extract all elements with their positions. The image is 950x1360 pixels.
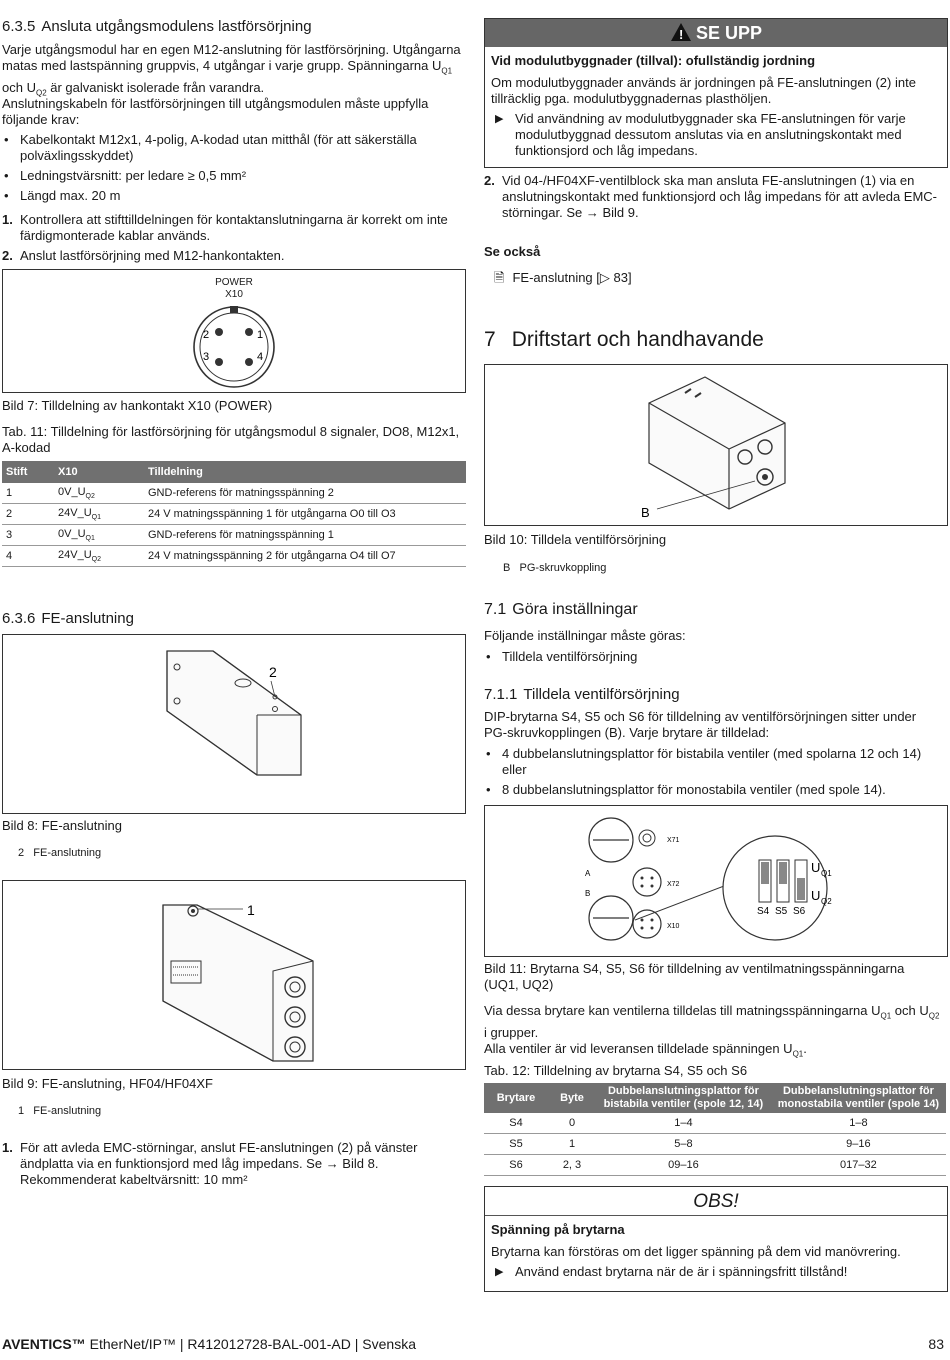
callout-number: 2 <box>269 664 277 680</box>
paragraph: DIP-brytarna S4, S5 och S6 för tilldelning av ventilförsörjningen sitter under PG-skruvkopplingen (B). Varje brytare är tilldelad: <box>484 709 917 740</box>
table-row: S5 1 5–8 9–16 <box>484 1134 946 1155</box>
table-caption: Tab. 11: Tilldelning för lastförsörjning för utgångsmodul 8 signaler, DO8, M12x1, A-kodad <box>2 424 460 455</box>
figure-dip-switches <box>484 805 948 957</box>
arrow-right-icon: ▶ <box>495 1266 504 1278</box>
chapter-7-heading: 7 Driftstart och handhavande <box>484 328 764 351</box>
caution-action: ▶ Vid användning av modulutbyggnader ska FE-anslutningen för varje modulutbyggnad dessutom anslutas via en anslutningskontakt med funktionsjord och låg impedans. <box>495 111 906 158</box>
list-item: • 4 dubbelanslutningsplattor för bistabila ventiler (med spolarna 12 och 14) eller <box>484 746 942 778</box>
power-label: POWER <box>215 277 253 288</box>
figure-connector-x10 <box>2 269 466 393</box>
paragraph: Varje utgångsmodul har en egen M12-anslutning för lastförsörjning. Utgångarna matas med lastspänning gruppvis, 4 utgångar i varje grupp. Spänningarna $U_{Q1}$ och $U_{Q2}$ är galvaniskt isolerade från varandra. <box>2 42 461 98</box>
settings-list <box>484 649 948 669</box>
svg-text:X71: X71 <box>667 837 680 844</box>
svg-text:S5: S5 <box>775 906 788 917</box>
caution-subtitle: Vid modulutbyggnader (tillval): ofullständig jordning <box>491 53 816 68</box>
table-row: 2 $24V\_U_{Q1}$ 24 V matningsspänning 1 för utgångarna O0 till O3 <box>2 504 466 525</box>
list-item: • Tilldela ventilförsörjning <box>484 649 948 665</box>
step-item: 2. Vid 04-/HF04XF-ventilblock ska man ansluta FE-anslutningen (1) via en anslutningskontakt med funktionsjord och låg impedans för att avleda EMC-störningar. Se → Bild 9. <box>484 173 938 220</box>
figure-fe-hf04 <box>2 880 466 1070</box>
figure-legend: 1 FE-anslutning <box>18 1105 102 1117</box>
paragraph: Via dessa brytare kan ventilerna tilldelas till matningsspänningarna $U_{Q1}$ och $U_{Q2}$ i grupper. <box>484 1003 940 1040</box>
step-item: 1. För att avleda EMC-störningar, anslut FE-anslutningen (2) på vänster ändplatta via en funktionsjord med låg impedans. Se → Bild 8. Rekommenderat kabeltvärsnitt: 10 mm² <box>2 1140 418 1187</box>
valve-block-drawing <box>153 891 353 1066</box>
svg-text:S4: S4 <box>757 906 770 917</box>
document-id: EtherNet/IP™ | R412012728-BAL-001-AD | Svenska <box>85 1336 416 1352</box>
figure-caption: Bild 7: Tilldelning av hankontakt X10 (POWER) <box>2 398 273 413</box>
list-item: • Kabelkontakt M12x1, 4-polig, A-kodad utan mitthål (för att säkerställa polväxlingsskyddet) <box>2 132 466 164</box>
figure-caption: Bild 9: FE-anslutning, HF04/HF04XF <box>2 1076 213 1091</box>
step-item: 1. Kontrollera att stifttilldelningen för kontaktanslutningarna är korrekt om inte färdigmonterade kablar används. <box>2 212 448 243</box>
figure-valve-supply <box>484 364 948 526</box>
table-row: 3 $0V\_U_{Q1}$ GND-referens för matningsspänning 1 <box>2 525 466 546</box>
see-also-title: Se också <box>484 244 541 259</box>
list-item: • Längd max. 20 m <box>2 188 466 204</box>
fe-step <box>2 1140 466 1188</box>
svg-text:B: B <box>585 889 591 898</box>
switch-list <box>484 746 942 802</box>
callout-letter: B <box>641 505 650 520</box>
figure-caption: Bild 10: Tilldela ventilförsörjning <box>484 532 667 547</box>
svg-text:X72: X72 <box>667 881 680 888</box>
list-item: • 8 dubbelanslutningsplattor för monostabila ventiler (med spole 14). <box>484 782 942 798</box>
paragraph: Följande inställningar måste göras: <box>484 628 686 643</box>
table-row: 4 $24V\_U_{Q2}$ 24 V matningsspänning 2 för utgångarna O4 till O7 <box>2 546 466 567</box>
pin-label: 1 <box>257 329 264 341</box>
caution-header: ! SE UPP <box>485 19 947 47</box>
step-2 <box>484 173 948 221</box>
caution-box <box>484 18 948 168</box>
paragraph: Anslutningskabeln för lastförsörjningen till utgångsmodulen måste uppfylla följande krav: <box>2 96 429 127</box>
arrow-right-icon: ▶ <box>495 113 504 125</box>
col-header: X10 <box>54 461 144 483</box>
callout-number: 1 <box>247 902 255 918</box>
caution-text: Om modulutbyggnader används är jordningen på FE-anslutningen (2) inte tillräcklig pga. modulutbyggnadernas plasthöljen. <box>491 75 916 106</box>
see-also-link[interactable]: 🗎 FE-anslutning [▷ 83] <box>494 270 632 285</box>
notice-header: OBS! <box>485 1187 947 1216</box>
step-item: 2. Anslut lastförsörjning med M12-hankontakten. <box>2 248 285 263</box>
notice-text: Brytarna kan förstöras om det ligger spänning på dem vid manövrering. <box>491 1244 901 1259</box>
col-header: Brytare <box>484 1083 548 1113</box>
col-header: Stift <box>2 461 54 483</box>
figure-legend: B PG-skruvkoppling <box>503 562 607 574</box>
table-pin-assignment <box>2 461 466 567</box>
dip-switch-drawing <box>575 808 855 954</box>
svg-text:U: U <box>811 860 821 875</box>
x10-label: X10 <box>225 289 243 300</box>
module-drawing <box>635 373 815 523</box>
notice-action: ▶ Använd endast brytarna när de är i spänningsfritt tillstånd! <box>495 1264 848 1279</box>
svg-text:S6: S6 <box>793 906 806 917</box>
svg-text:Q1: Q1 <box>821 869 832 878</box>
figure-legend: 2 FE-anslutning <box>18 847 102 859</box>
col-header: Dubbelanslutningsplattor för bistabila ventiler (spole 12, 14) <box>596 1083 771 1113</box>
col-header: Tilldelning <box>144 461 466 483</box>
section-6-3-6-heading: 6.3.6 FE-anslutning <box>2 610 134 627</box>
table-switch-assignment <box>484 1083 946 1176</box>
table-row: S6 2, 3 09–16 017–32 <box>484 1155 946 1176</box>
svg-text:U: U <box>811 888 821 903</box>
figure-fe-connection <box>2 634 466 814</box>
section-6-3-5-heading: 6.3.5 Ansluta utgångsmodulens lastförsörjning <box>2 18 312 35</box>
figure-caption: Bild 11: Brytarna S4, S5, S6 för tilldelning av ventilmatningsspänningarna (UQ1, UQ2) <box>484 961 905 992</box>
list-item: • Ledningstvärsnitt: per ledare ≥ 0,5 mm² <box>2 168 466 184</box>
pin-label: 4 <box>257 351 264 363</box>
col-header: Dubbelanslutningsplattor för monostabila ventiler (spole 14) <box>771 1083 946 1113</box>
document-icon: 🗎 <box>494 270 505 285</box>
steps-list <box>2 212 466 264</box>
notice-subtitle: Spänning på brytarna <box>491 1222 625 1237</box>
svg-text:Q2: Q2 <box>821 897 832 906</box>
svg-text:X10: X10 <box>667 923 680 930</box>
end-plate-drawing <box>153 643 323 803</box>
m12-connector-diagram <box>189 302 279 392</box>
warning-triangle-icon <box>670 22 692 50</box>
notice-box <box>484 1186 948 1292</box>
table-row: 1 $0V\_U_{Q2}$ GND-referens för matningsspänning 2 <box>2 483 466 504</box>
svg-text:A: A <box>585 869 591 878</box>
page-number: 83 <box>928 1336 944 1352</box>
paragraph: Alla ventiler är vid leveransen tilldelade spänningen $U_{Q1}$. <box>484 1041 807 1059</box>
pin-label: 3 <box>203 351 210 363</box>
section-7-1-heading: 7.1 Göra inställningar <box>484 601 638 618</box>
table-row: S4 0 1–4 1–8 <box>484 1113 946 1134</box>
brand-name: AVENTICS™ <box>2 1336 86 1352</box>
pin-label: 2 <box>203 329 210 341</box>
section-7-1-1-heading: 7.1.1 Tilldela ventilförsörjning <box>484 686 680 703</box>
requirements-list <box>2 132 466 208</box>
table-caption: Tab. 12: Tilldelning av brytarna S4, S5 och S6 <box>484 1063 748 1078</box>
svg-text:!: ! <box>678 27 684 42</box>
figure-caption: Bild 8: FE-anslutning <box>2 818 122 833</box>
page-footer <box>2 1336 948 1352</box>
col-header: Byte <box>548 1083 596 1113</box>
